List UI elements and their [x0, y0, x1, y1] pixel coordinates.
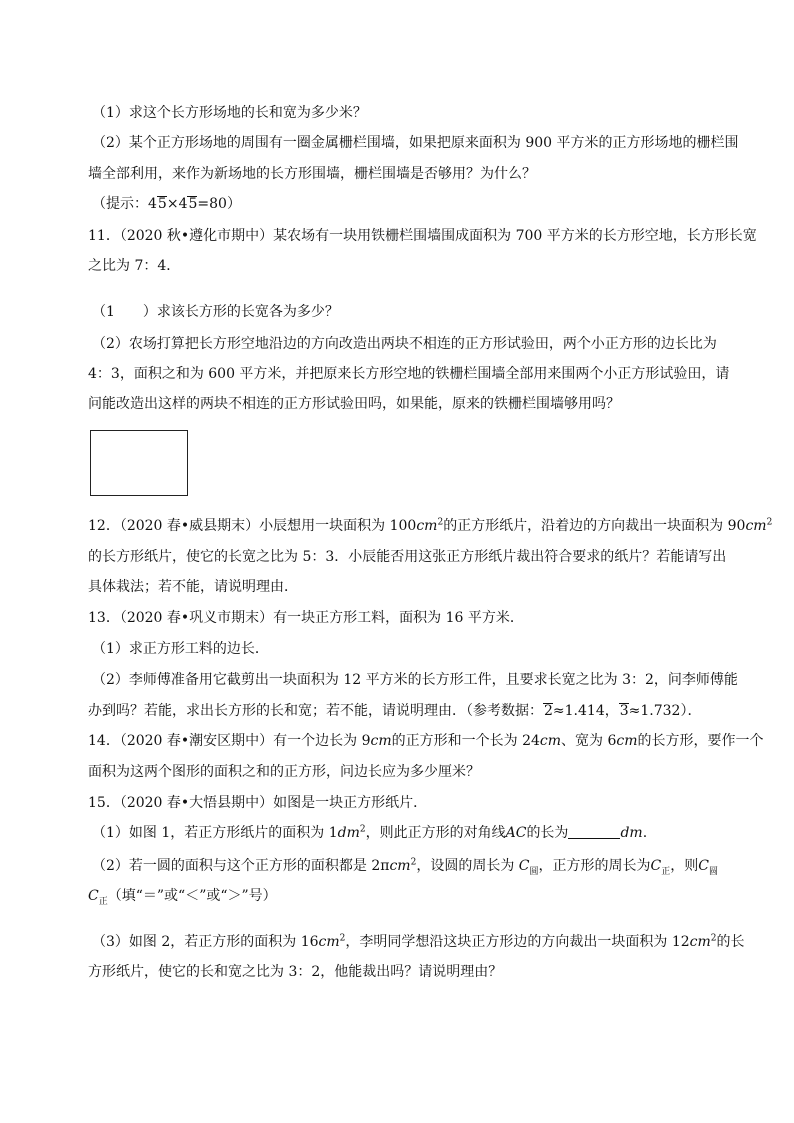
q14-line1: 14．（2020 春•潮安区期中）有一个边长为 9cm的正方形和一个长为 24cm、宽为 6cm的长方形，要作一个: [88, 733, 764, 749]
q11-part2-line3: 问能改造出这样的两块不相连的正方形试验田吗，如果能，原来的铁栅栏围墙够用吗？: [88, 396, 620, 412]
q12-line2: 的长方形纸片，使它的长宽之比为 5：3．小辰能否用这张正方形纸片裁出符合要求的纸片？若能请写出: [88, 549, 727, 565]
p10-part2-line1: （2）某个正方形场地的周围有一圈金属栅栏围墙，如果把原来面积为 900 平方米的正方形场地的栅栏围: [92, 135, 739, 151]
q15-part3-line2: 方形纸片，使它的长和宽之比为 3：2，他能裁出吗？请说明理由？: [88, 964, 503, 980]
q15-part2-line1: （2）若一圆的面积与这个正方形的面积都是 2πcm$^2$，设圆的周长为 $C_圆$，正方形的周长为$C_正$，则$C_圆$: [92, 857, 718, 877]
p10-part2-line2: 墙全部利用，来作为新场地的长方形围墙，栅栏围墙是否够用？为什么？: [88, 166, 536, 182]
q11-line2: 之比为 7：4．: [88, 258, 181, 274]
answer-blank[interactable]: [568, 824, 620, 839]
q11-part2-line1: （2）农场打算把长方形空地沿边的方向改造出两块不相连的正方形试验田，两个小正方形的边长比为: [92, 336, 717, 352]
q11-part1: （1 ）求该长方形的长宽各为多少？: [92, 304, 339, 320]
p10-part1: （1）求这个长方形场地的长和宽为多少米？: [92, 105, 367, 121]
p10-hint: （提示：45×45=80）: [92, 196, 241, 212]
q11-line1: 11．（2020 秋•遵化市期中）某农场有一块用铁栅栏围墙围成面积为 700 平方米的长方形空地，长方形长宽: [88, 228, 757, 244]
q11-part2-line2: 4：3，面积之和为 600 平方米，并把原来长方形空地的铁栅栏围墙全部用来围两个小正方形试验田，请: [88, 366, 730, 382]
q12-line3: 具体栽法；若不能，请说明理由．: [88, 579, 298, 595]
sqrt-2: 2: [544, 703, 553, 719]
q13-line1: 13．（2020 春•巩义市期末）有一块正方形工料，面积为 16 平方米．: [88, 610, 524, 626]
q15-part3-line1: （3）如图 2，若正方形的面积为 $16cm^2$，李明同学想沿这块正方形边的方向裁出一块面积为 $12cm^2$的长: [92, 933, 745, 950]
q13-part1: （1）求正方形工料的边长．: [92, 641, 269, 657]
q15-line1: 15．（2020 春•大悟县期中）如图是一块正方形纸片．: [88, 795, 428, 811]
rectangle-figure: [90, 430, 188, 496]
q15-part1: （1）如图 1，若正方形纸片的面积为 $1dm^2$，则此正方形的对角线AC的长为 dm.: [92, 824, 648, 841]
q12-line1: 12．（2020 春•威县期末）小辰想用一块面积为 $100cm^2$的正方形纸片，沿着边的方向裁出一块面积为 $90cm^2$: [88, 517, 773, 534]
sqrt-3: 3: [619, 703, 629, 719]
q13-part2-line2: 办到吗？若能，求出长方形的长和宽；若不能，请说明理由．（参考数据：2≈1.414，3≈1.732）．: [88, 703, 702, 719]
sqrt-5: 5: [188, 196, 198, 212]
sqrt-5: 5: [157, 196, 167, 212]
q13-part2-line1: （2）李师傅准备用它截剪出一块面积为 12 平方米的长方形工件，且要求长宽之比为 3：2，问李师傅能: [92, 672, 738, 688]
q14-line2: 面积为这两个图形的面积之和的正方形，问边长应为多少厘米？: [88, 764, 480, 780]
q15-part2-line2: $C_正$（填“＝”或“＜”或“＞”号）: [88, 888, 277, 907]
